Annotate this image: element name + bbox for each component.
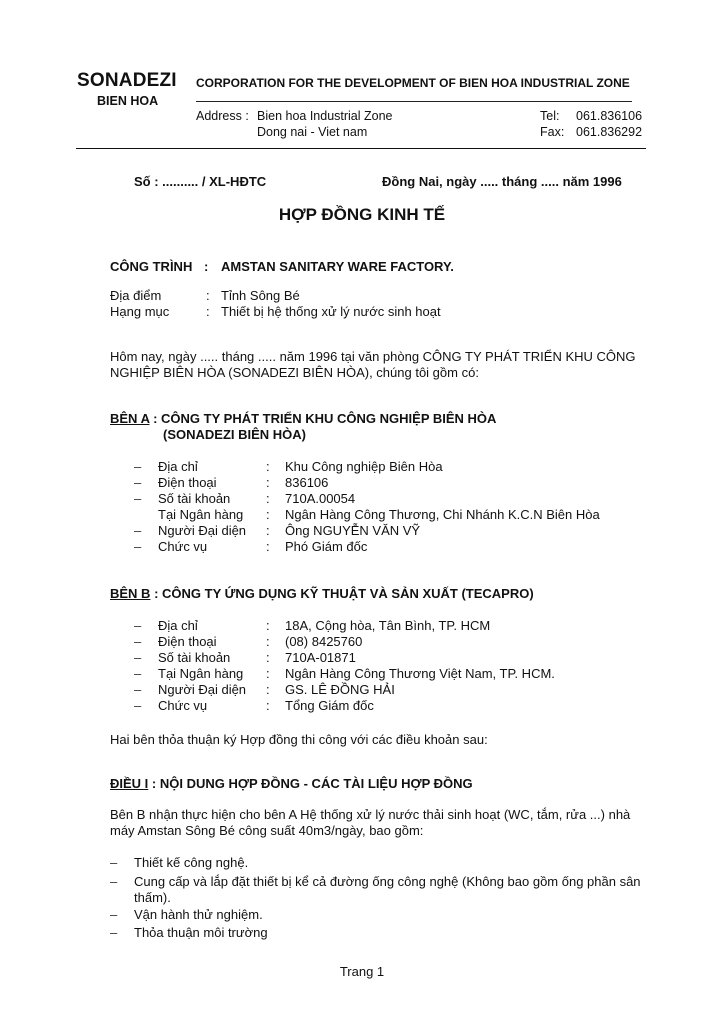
row-colon: : xyxy=(266,491,270,506)
party-a-row-value: 836106 xyxy=(285,475,329,490)
item-colon: : xyxy=(206,304,210,319)
party-a-row-label: Địa chỉ xyxy=(158,459,198,474)
address-label: Address : xyxy=(196,109,249,123)
article-1-item: Cung cấp và lắp đặt thiết bị kể cả đường ống công nghệ (Không bao gồm ống phần sân thấm). xyxy=(134,874,641,905)
bullet-dash: – xyxy=(134,650,142,665)
bullet-dash: – xyxy=(134,666,142,681)
party-a-row-label: Chức vụ xyxy=(158,539,208,554)
party-a-row-value: Ngân Hàng Công Thương, Chi Nhánh K.C.N Biên Hòa xyxy=(285,507,600,522)
party-a-row-value: Ông NGUYỄN VĂN VỸ xyxy=(285,523,421,538)
row-colon: : xyxy=(266,507,270,522)
party-b-row-value: (08) 8425760 xyxy=(285,634,363,649)
corporation-name: CORPORATION FOR THE DEVELOPMENT OF BIEN HOA INDUSTRIAL ZONE xyxy=(196,76,630,90)
party-b-row-label: Tại Ngân hàng xyxy=(158,666,244,681)
article-1-item: Thỏa thuận môi trường xyxy=(134,925,268,940)
article-1-label: ĐIỀU I xyxy=(110,776,149,791)
party-a-row-label: Số tài khoản xyxy=(158,491,231,506)
project-colon: : xyxy=(204,259,209,274)
party-a-row-label: Điện thoại xyxy=(158,475,217,490)
company-location: BIEN HOA xyxy=(97,94,159,108)
party-a-name-sub: (SONADEZI BIÊN HÒA) xyxy=(163,427,306,442)
item-label: Hạng mục xyxy=(110,304,170,319)
location-value: Tỉnh Sông Bé xyxy=(221,288,300,303)
bullet-dash: – xyxy=(110,855,118,870)
party-b-row-label: Địa chỉ xyxy=(158,618,198,633)
party-a-row-label: Tại Ngân hàng xyxy=(158,507,244,522)
article-1-title: NỘI DUNG HỢP ĐỒNG - CÁC TÀI LIỆU HỢP ĐỒNG xyxy=(159,776,473,791)
article-1-body: Bên B nhận thực hiện cho bên A Hệ thống xử lý nước thải sinh hoạt (WC, tắm, rửa ...) nhà máy Amstan Sông Bé công suất 40m3/ngày, bao gồm: xyxy=(110,807,631,838)
party-b-row-label: Số tài khoản xyxy=(158,650,231,665)
fax-value: 061.836292 xyxy=(576,125,643,139)
party-a-label: BÊN A xyxy=(110,411,150,426)
party-b-row-value: Tổng Giám đốc xyxy=(285,698,374,713)
document-date: Đồng Nai, ngày ..... tháng ..... năm 1996 xyxy=(382,174,622,189)
bullet-dash: – xyxy=(134,491,142,506)
bullet-dash: – xyxy=(134,634,142,649)
bullet-dash: – xyxy=(134,475,142,490)
party-b-row-value: 710A-01871 xyxy=(285,650,356,665)
document-number: Số : .......... / XL-HĐTC xyxy=(134,174,267,189)
item-value: Thiết bị hệ thống xử lý nước sinh hoạt xyxy=(221,304,441,319)
row-colon: : xyxy=(266,618,270,633)
bullet-dash: – xyxy=(134,523,142,538)
project-label: CÔNG TRÌNH xyxy=(110,259,193,274)
party-a-row-value: Phó Giám đốc xyxy=(285,539,368,554)
party-b-row-value: GS. LÊ ĐỒNG HẢI xyxy=(285,682,395,697)
article-1-item: Vận hành thử nghiệm. xyxy=(134,907,263,922)
party-b-row-value: 18A, Cộng hòa, Tân Bình, TP. HCM xyxy=(285,618,491,633)
party-a-row-label: Người Đại diện xyxy=(158,523,247,538)
bullet-dash: – xyxy=(134,618,142,633)
party-b-row-label: Điện thoại xyxy=(158,634,217,649)
bullet-dash: – xyxy=(110,874,118,889)
row-colon: : xyxy=(266,682,270,697)
row-colon: : xyxy=(266,698,270,713)
party-b-row-label: Người Đại diện xyxy=(158,682,247,697)
party-a-row-value: Khu Công nghiệp Biên Hòa xyxy=(285,459,443,474)
party-b-heading: BÊN B : CÔNG TY ỨNG DỤNG KỸ THUẬT VÀ SẢN XUẤT (TECAPRO) xyxy=(110,586,534,601)
bullet-dash: – xyxy=(134,459,142,474)
company-logo-text: SONADEZI xyxy=(77,70,177,91)
intro-paragraph: Hôm nay, ngày ..... tháng ..... năm 1996 tại văn phòng CÔNG TY PHÁT TRIỂN KHU CÔNG NGHIỆP BIÊN HÒA (SONADEZI BIÊN HÒA), chúng tôi gồm có: xyxy=(110,349,636,380)
location-label: Địa điểm xyxy=(110,288,162,303)
party-b-row-label: Chức vụ xyxy=(158,698,208,713)
bullet-dash: – xyxy=(110,925,118,940)
party-a-name: CÔNG TY PHÁT TRIỂN KHU CÔNG NGHIỆP BIÊN HÒA xyxy=(161,411,497,426)
bullet-dash: – xyxy=(134,539,142,554)
address-line2: Dong nai - Viet nam xyxy=(257,125,368,139)
row-colon: : xyxy=(266,634,270,649)
row-colon: : xyxy=(266,539,270,554)
tel-value: 061.836106 xyxy=(576,109,643,123)
party-a-row-value: 710A.00054 xyxy=(285,491,356,506)
party-b-row-value: Ngân Hàng Công Thương Việt Nam, TP. HCM. xyxy=(285,666,555,681)
address-line1: Bien hoa Industrial Zone xyxy=(257,109,393,123)
location-colon: : xyxy=(206,288,210,303)
row-colon: : xyxy=(266,650,270,665)
row-colon: : xyxy=(266,475,270,490)
party-a-heading: BÊN A : CÔNG TY PHÁT TRIỂN KHU CÔNG NGHIỆP BIÊN HÒA xyxy=(110,411,497,426)
fax-label: Fax: xyxy=(540,125,565,139)
agreement-text: Hai bên thỏa thuận ký Hợp đồng thi công với các điều khoản sau: xyxy=(110,732,488,747)
bullet-dash: – xyxy=(134,682,142,697)
party-b-name: CÔNG TY ỨNG DỤNG KỸ THUẬT VÀ SẢN XUẤT (TECAPRO) xyxy=(162,586,534,601)
row-colon: : xyxy=(266,523,270,538)
page-title: HỢP ĐỒNG KINH TẾ xyxy=(278,205,446,224)
row-colon: : xyxy=(266,666,270,681)
letterhead-divider xyxy=(76,148,646,149)
tel-label: Tel: xyxy=(540,109,560,123)
header-divider xyxy=(196,101,632,102)
project-value: AMSTAN SANITARY WARE FACTORY. xyxy=(221,259,454,274)
party-b-label: BÊN B xyxy=(110,586,151,601)
page-number: Trang 1 xyxy=(339,964,385,979)
row-colon: : xyxy=(266,459,270,474)
article-1-item: Thiết kế công nghệ. xyxy=(134,855,249,870)
article-1-heading: ĐIỀU I : NỘI DUNG HỢP ĐỒNG - CÁC TÀI LIỆU HỢP ĐỒNG xyxy=(110,776,473,791)
bullet-dash: – xyxy=(134,698,142,713)
bullet-dash: – xyxy=(110,907,118,922)
